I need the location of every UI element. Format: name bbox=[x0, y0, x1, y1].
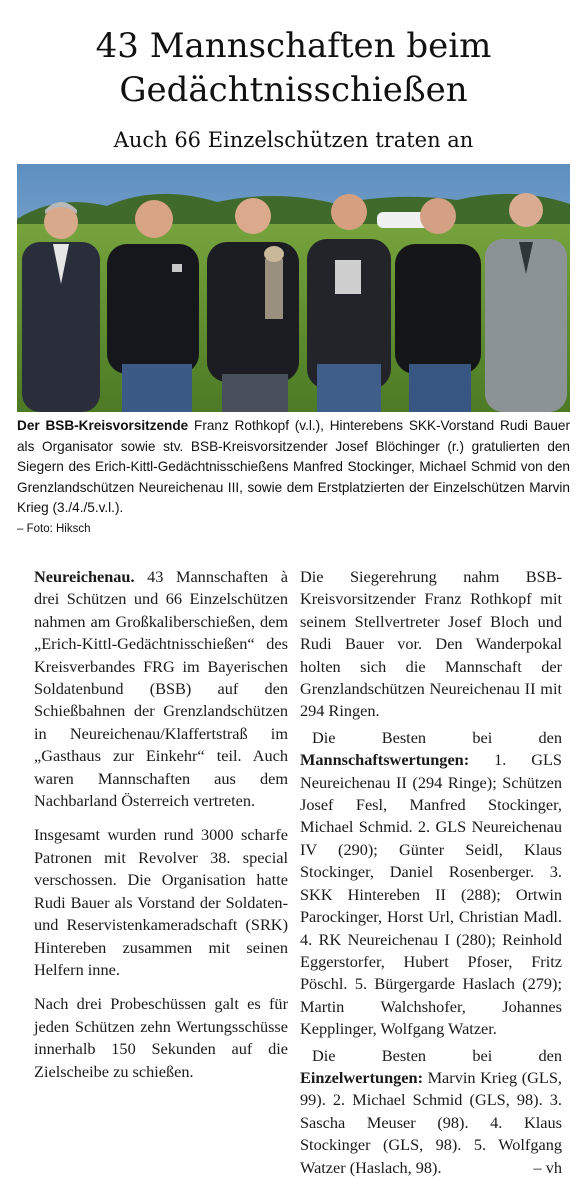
paragraph-2: Insgesamt wurden rund 3000 scharfe Patronen mit Revolver 38. special verschossen. Die Organisation hatte Rudi Bauer als Vorstand der Soldaten- und Reservistenkameradschaft (SRK) Hintereben zusammen mit seinen Helfern inne. bbox=[34, 825, 288, 979]
paragraph-6 bbox=[300, 1045, 562, 1179]
group-photo-icon bbox=[17, 164, 570, 412]
group-photo bbox=[17, 164, 570, 412]
caption-body: Franz Rothkopf (v.l.), Hinterebens SKK-Vorstand Rudi Bauer als Organisator sowie stv. BSB-Kreisvorsitzender Josef Blöchinger (r.) gratulierten den Siegern des Erich-Kittl-Gedächtnisschießens Manfred Stockinger, Michael Schmid von den Grenzlandschützen Neureichenau III, sowie dem Erstplatzierten der Einzelschützen Marvin Krieg (3./4./5.v.l.). bbox=[17, 418, 571, 515]
paragraph-4: Die Siegerehrung nahm BSB-Kreisvorsitzender Franz Rothkopf mit seinem Stellvertreter Josef Bloch und Rudi Bauer vor. Den Wanderpokal holten sich die Mannschaft der Grenzlandschützen Neureichenau II mit 294 Ringen. bbox=[300, 567, 562, 721]
paragraph-1 bbox=[34, 566, 288, 812]
article-subheadline: Auch 66 Einzelschützen traten an bbox=[113, 128, 474, 152]
team-results-label: Mannschaftswertungen: bbox=[300, 750, 470, 770]
dateline: Neureichenau. bbox=[34, 567, 135, 586]
author-signature: – vh bbox=[533, 1157, 562, 1177]
headline-line-1: 43 Mannschaften beim bbox=[95, 26, 492, 66]
headline-line-2: Gedächtnisschießen bbox=[119, 70, 468, 110]
team-results-intro: Die Besten bei den bbox=[312, 727, 562, 747]
article-headline bbox=[0, 24, 587, 112]
caption-lead: Der BSB-Kreisvorsitzende bbox=[17, 418, 189, 433]
single-results-text: Marvin Krieg (GLS, 99). 2. Michael Schmid (GLS, 98). 3. Sascha Meuser (98). 4. Klaus Stockinger (GLS, 98). 5. Wolfgang Watzer (Haslach, 98). bbox=[300, 1067, 562, 1177]
photo-credit: – Foto: Hiksch bbox=[17, 522, 91, 535]
paragraph-1-text: 43 Mannschaften à drei Schützen und 66 Einzelschützen nahmen am Großkaliberschießen, dem „Erich-Kittl-Gedächtnisschießen“ des Kreisverbandes FRG im Bayerischen Soldatenbund (BSB) auf den Schießbahnen der Grenzlandschützen in Neureichenau/Klaffertstraß im „Gasthaus zur Einkehr“ teil. Auch waren Mannschaften aus dem Nachbarland Österreich vertreten. bbox=[34, 567, 288, 811]
paragraph-3: Nach drei Probeschüssen galt es für jeden Schützen zehn Wertungsschüsse innerhalb 150 Sekunden auf die Zielscheibe zu schießen. bbox=[34, 994, 288, 1081]
article-column-right bbox=[300, 566, 562, 1183]
caption-text bbox=[17, 416, 570, 519]
team-results-text: 1. GLS Neureichenau II (294 Ringe); Schützen Josef Fesl, Manfred Stockinger, Michael Schmid. 2. GLS Neureichenau IV (290); Günter Seidl, Klaus Stockinger, Daniel Rosenberger. 3. SKK Hintereben II (288); Ortwin Parockinger, Horst Url, Christian Madl. 4. RK Neureichenau I (280); Reinhold Eggerstorfer, Hubert Pfoser, Fritz Pöschl. 5. Bürgergarde Haslach (279); Martin Walchshofer, Johannes Kepplinger, Wolfgang Watzer. bbox=[300, 750, 562, 1039]
single-results-intro: Die Besten bei den bbox=[312, 1045, 562, 1065]
single-results-label: Einzelwertungen: bbox=[300, 1067, 423, 1087]
photo-caption bbox=[17, 416, 570, 539]
article-column-left bbox=[34, 566, 288, 1095]
paragraph-5 bbox=[300, 727, 562, 1041]
